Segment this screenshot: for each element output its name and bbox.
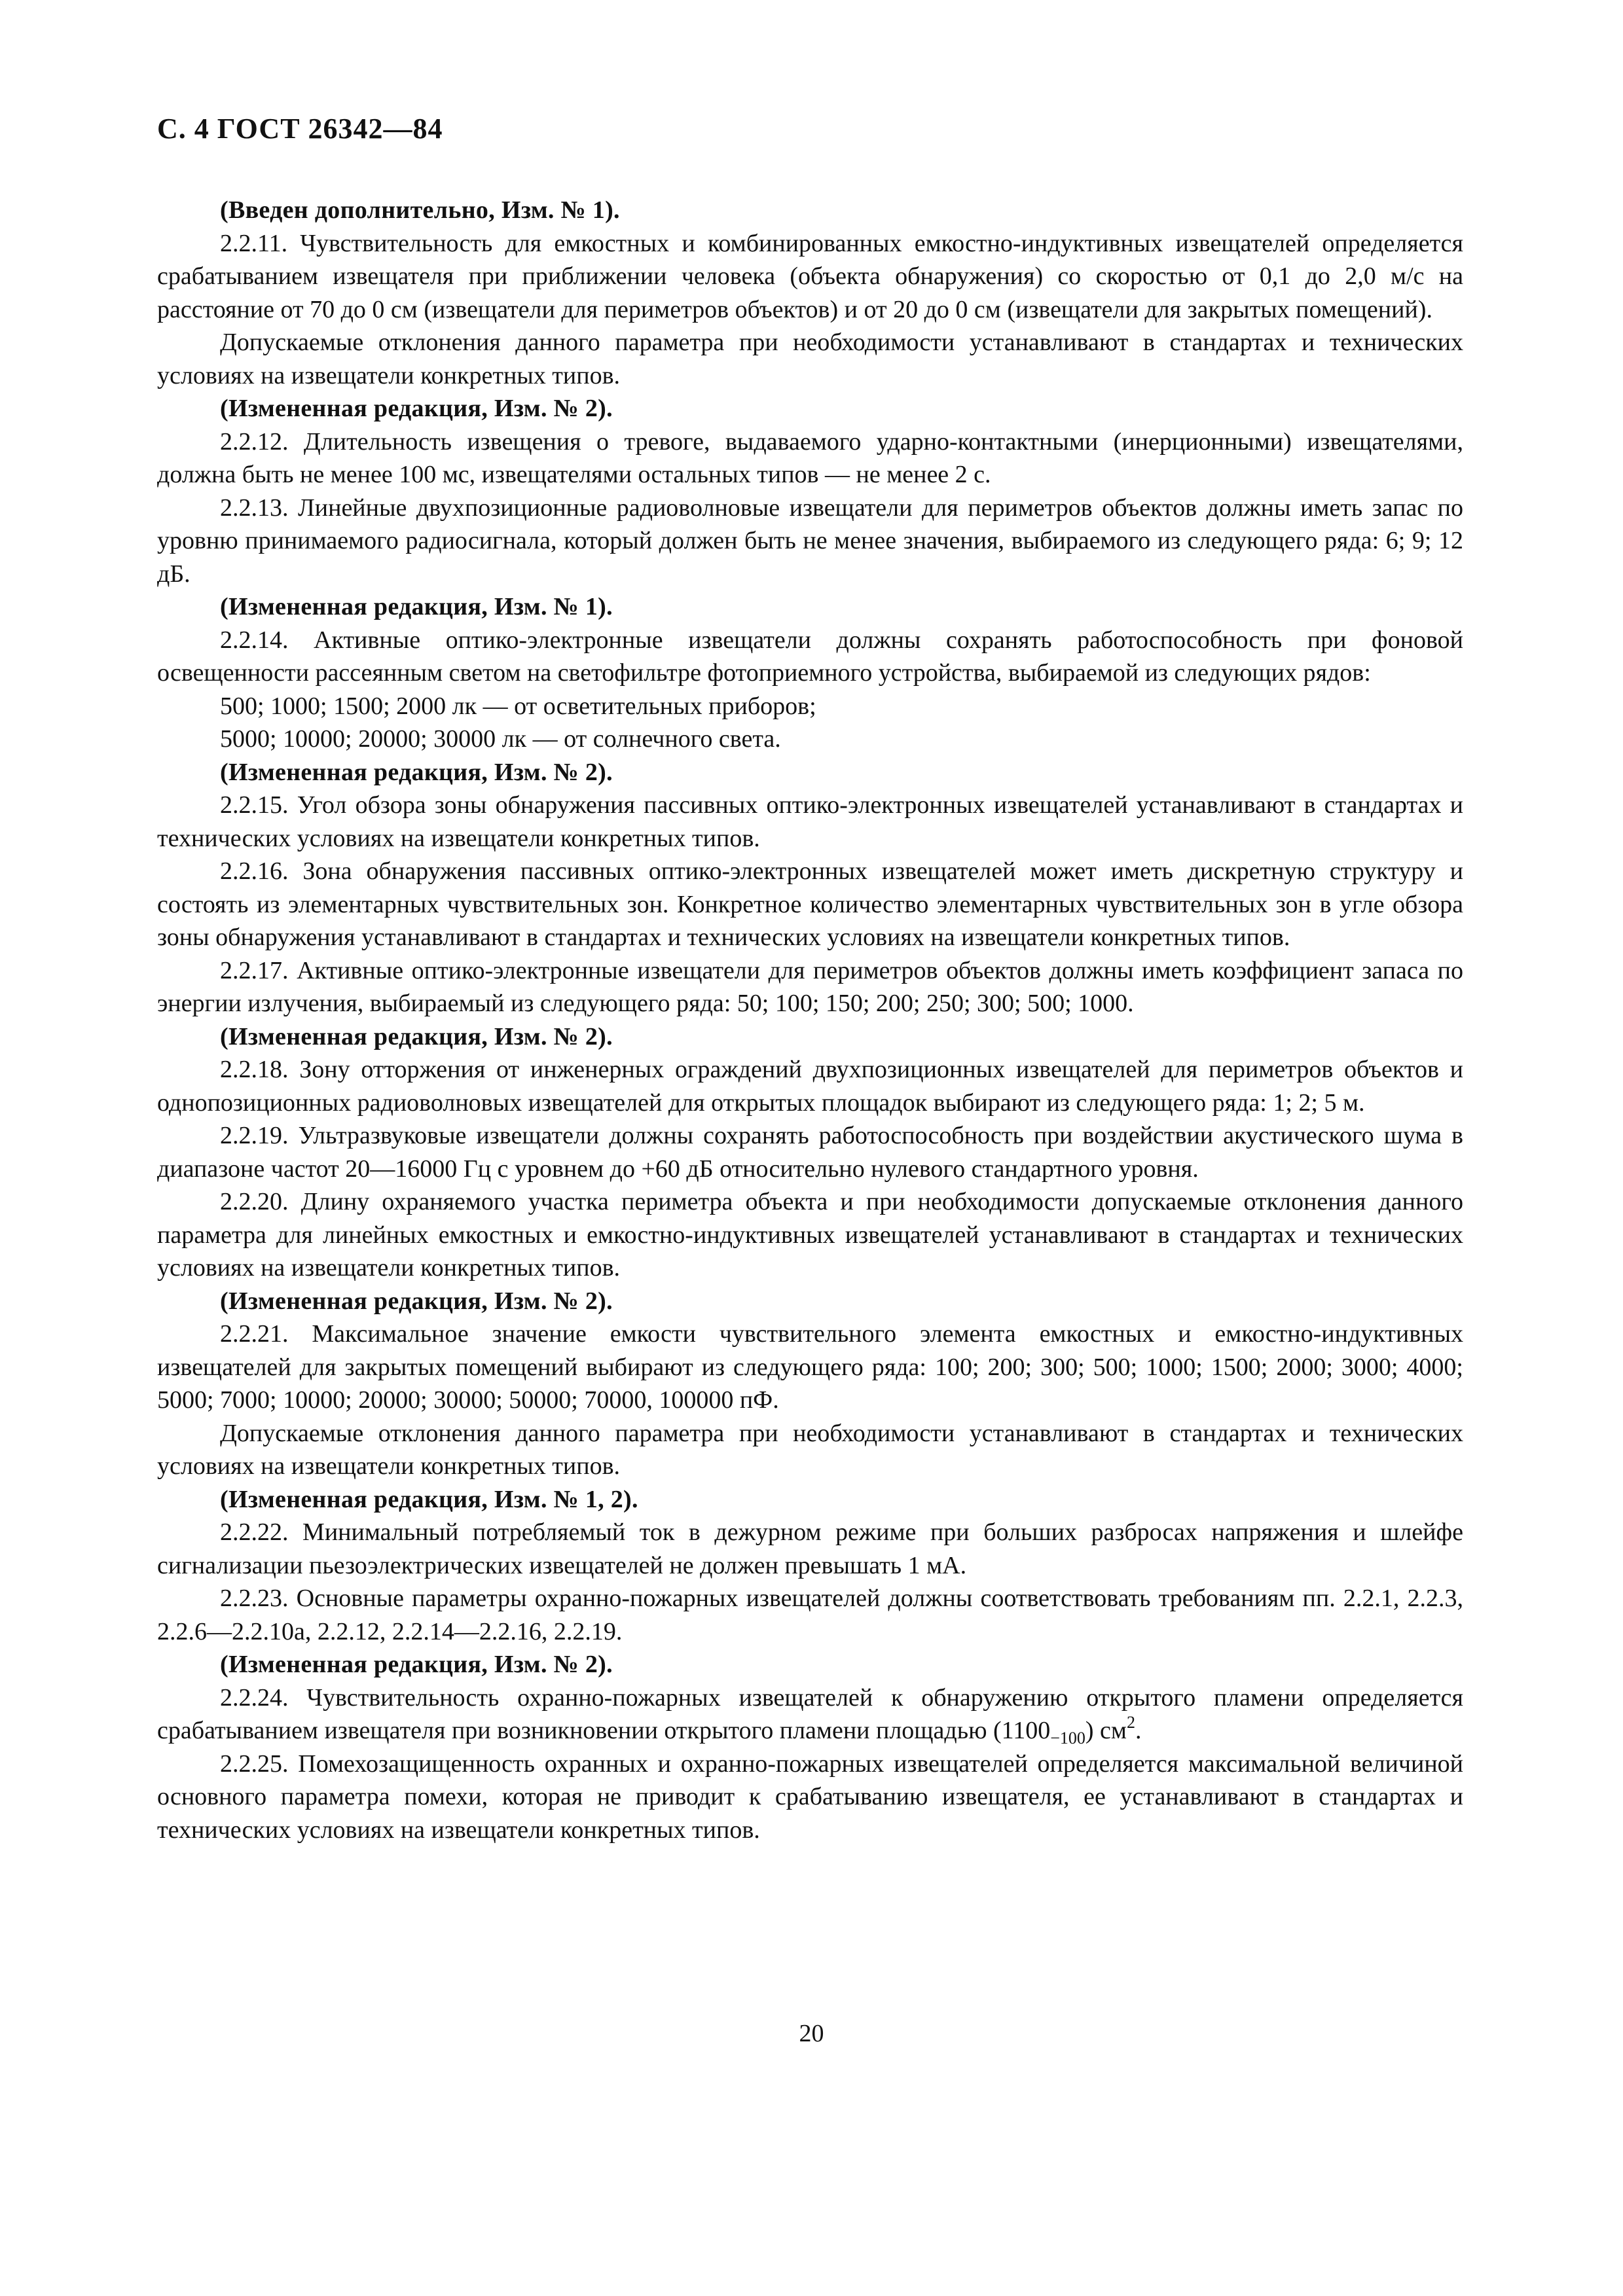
tolerance-subscript: −100 xyxy=(1050,1729,1085,1748)
amendment-note: (Введен дополнительно, Изм. № 1). xyxy=(220,196,620,224)
paragraph-2-2-12: 2.2.12. Длительность извещения о тревоге, выдаваемого ударно-контактными (инерционными) извещателями, должна быть не менее 100 мс, извещателями остальных типов — не менее 2 с. xyxy=(157,427,1463,488)
amendment-note: (Измененная редакция, Изм. № 2). xyxy=(220,395,613,422)
amendment-note: (Измененная редакция, Изм. № 1). xyxy=(220,593,613,620)
paragraph-2-2-19: 2.2.19. Ультразвуковые извещатели должны сохранять работоспособность при воздействии акустического шума в диапазоне частот 20—16000 Гц с уровнем до +60 дБ относительно нулевого стандартного уровня. xyxy=(157,1122,1463,1183)
paragraph-2-2-17: 2.2.17. Активные оптико-электронные извещатели для периметров объектов должны иметь коэффициент запаса по энергии излучения, выбираемый из следующего ряда: 50; 100; 150; 200; 250; 300; 500; 1000. xyxy=(157,956,1463,1017)
paragraph-2-2-13: 2.2.13. Линейные двухпозиционные радиоволновые извещатели для периметров объектов должны иметь запас по уровню принимаемого радиосигнала, который должен быть не менее значения, выбираемого из следующего ряда: 6; 9; 12 дБ. xyxy=(157,493,1463,588)
value-row-sunlight: 5000; 10000; 20000; 30000 лк — от солнечного света. xyxy=(220,725,781,753)
value-row-lighting: 500; 1000; 1500; 2000 лк — от осветительных приборов; xyxy=(220,692,816,720)
paragraph-2-2-21: 2.2.21. Максимальное значение емкости чувствительного элемента емкостных и емкостно-индуктивных извещателей для закрытых помещений выбирают из следующего ряда: 100; 200; 300; 500; 1000; 1500; 2000; 3000; 4000; 5000; 7000; 10000; 20000; 30000; 50000; 70000, 100000 пФ. xyxy=(157,1320,1463,1414)
document-page xyxy=(157,111,1463,1846)
paragraph-2-2-24 xyxy=(157,1681,1463,1748)
flame-text-unit: ) см xyxy=(1085,1717,1127,1744)
amendment-note: (Измененная редакция, Изм. № 1, 2). xyxy=(220,1485,638,1513)
paragraph-2-2-23: 2.2.23. Основные параметры охранно-пожарных извещателей должны соответствовать требованиям пп. 2.2.1, 2.2.3, 2.2.6—2.2.10а, 2.2.12, 2.2.14—2.2.16, 2.2.19. xyxy=(157,1585,1463,1645)
paragraph-2-2-18: 2.2.18. Зону отторжения от инженерных ограждений двухпозиционных извещателей для периметров объектов и однопозиционных радиоволновых извещателей для открытых площадок выбирают из следующего ряда: 1; 2; 5 м. xyxy=(157,1056,1463,1117)
page-number: 20 xyxy=(799,2020,824,2047)
paragraph-2-2-25: 2.2.25. Помехозащищенность охранных и охранно-пожарных извещателей определяется максимальной величиной основного параметра помехи, которая не приводит к срабатыванию извещателя, ее устанавливают в стандартах и технических условиях на извещатели конкретных типов. xyxy=(157,1749,1463,1844)
page-header: С. 4 ГОСТ 26342—84 xyxy=(157,113,443,145)
amendment-note: (Измененная редакция, Изм. № 2). xyxy=(220,1651,613,1678)
amendment-note: (Измененная редакция, Изм. № 2). xyxy=(220,758,613,786)
paragraph-2-2-14: 2.2.14. Активные оптико-электронные извещатели должны сохранять работоспособность при фоновой освещенности рассеянным светом на светофильтре фотоприемного устройства, выбираемой из следующих рядов: xyxy=(157,626,1463,687)
flame-text-end: . xyxy=(1135,1717,1142,1744)
flame-text-start: 2.2.24. Чувствительность охранно-пожарных извещателей к обнаружению открытого пламени определяется срабатыванием извещателя при возникновении открытого пламени площадью (1100 xyxy=(157,1683,1463,1744)
paragraph-2-2-21-tolerance: Допускаемые отклонения данного параметра при необходимости устанавливают в стандартах и технических условиях на извещатели конкретных типов. xyxy=(157,1419,1463,1480)
unit-superscript: 2 xyxy=(1126,1713,1135,1732)
paragraph-2-2-11-tolerance: Допускаемые отклонения данного параметра при необходимости устанавливают в стандартах и технических условиях на извещатели конкретных типов. xyxy=(157,329,1463,389)
amendment-note: (Измененная редакция, Изм. № 2). xyxy=(220,1022,613,1050)
paragraph-2-2-22: 2.2.22. Минимальный потребляемый ток в дежурном режиме при больших разбросах напряжения и шлейфе сигнализации пьезоэлектрических извещателей не должен превышать 1 мА. xyxy=(157,1518,1463,1579)
document-body xyxy=(157,194,1463,1846)
paragraph-2-2-16: 2.2.16. Зона обнаружения пассивных оптико-электронных извещателей может иметь дискретную структуру и состоять из элементарных чувствительных зон. Конкретное количество элементарных чувствительных зон в угле обзора зоны обнаружения устанавливают в стандартах и технических условиях на извещатели конкретных типов. xyxy=(157,857,1463,951)
amendment-note: (Измененная редакция, Изм. № 2). xyxy=(220,1287,613,1315)
paragraph-2-2-11: 2.2.11. Чувствительность для емкостных и комбинированных емкостно-индуктивных извещателей определяется срабатыванием извещателя при приближении человека (объекта обнаружения) со скоростью от 0,1 до 2,0 м/с на расстояние от 70 до 0 см (извещатели для периметров объектов) и от 20 до 0 см (извещатели для закрытых помещений). xyxy=(157,229,1463,323)
paragraph-2-2-20: 2.2.20. Длину охраняемого участка периметра объекта и при необходимости допускаемые отклонения данного параметра для линейных емкостных и емкостно-индуктивных извещателей устанавливают в стандартах и технических условиях на извещатели конкретных типов. xyxy=(157,1188,1463,1282)
paragraph-2-2-15: 2.2.15. Угол обзора зоны обнаружения пассивных оптико-электронных извещателей устанавливают в стандартах и технических условиях на извещатели конкретных типов. xyxy=(157,791,1463,852)
